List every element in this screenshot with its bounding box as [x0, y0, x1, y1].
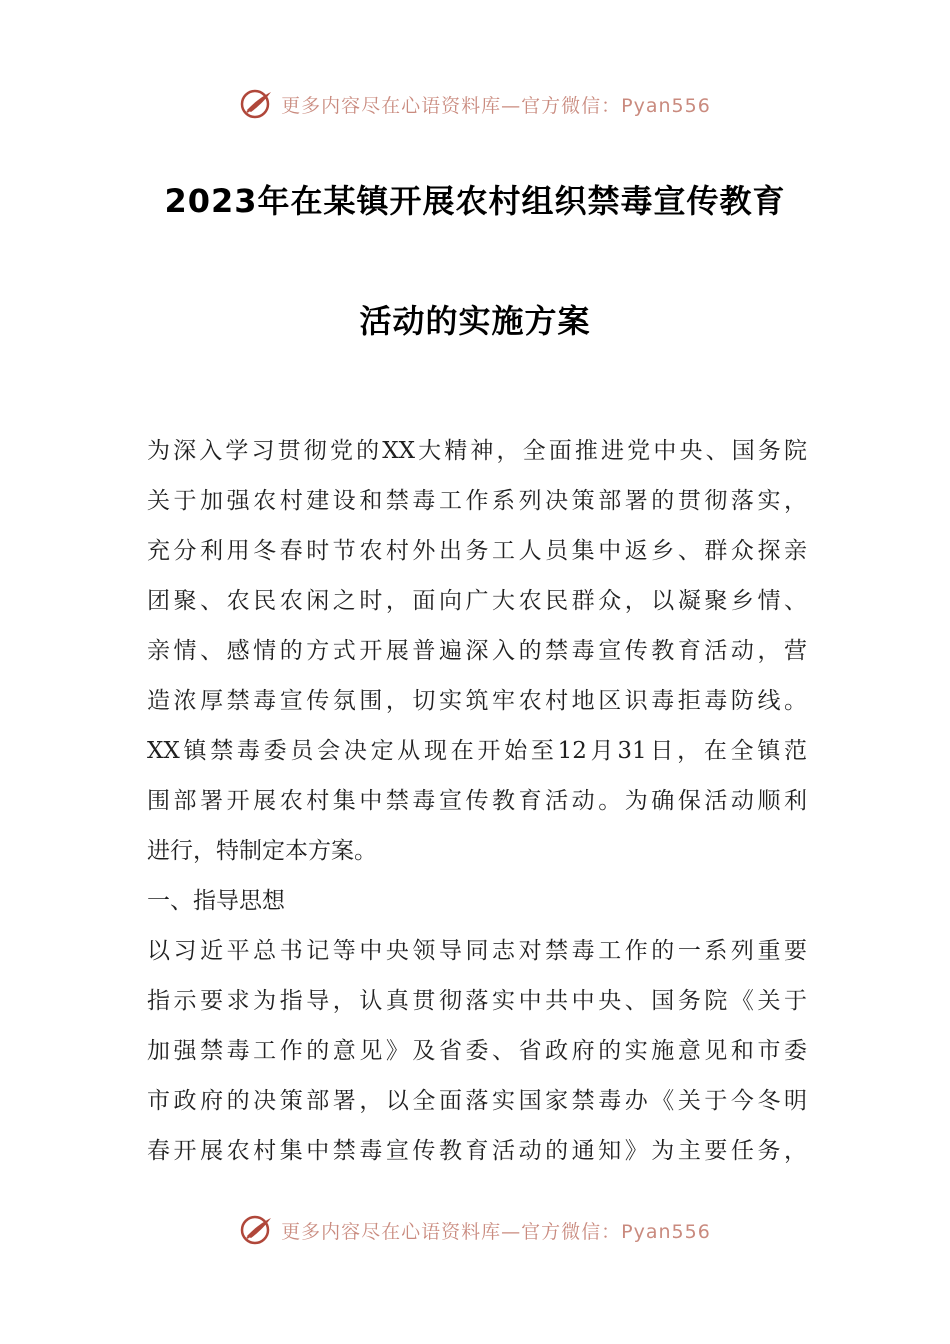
- body-line: 春开展农村集中禁毒宣传教育活动的通知》为主要任务，: [147, 1138, 807, 1164]
- section-heading: 一、指导思想: [147, 888, 285, 914]
- watermark-id: Pyan556: [621, 1220, 711, 1243]
- body-line: 充分利用冬春时节农村外出务工人员集中返乡、群众探亲: [147, 538, 807, 564]
- document-title-line-2: 活动的实施方案: [359, 302, 591, 340]
- watermark-top: [0, 84, 950, 124]
- watermark-text: 更多内容尽在心语资料库—官方微信：Pyan556: [281, 1220, 711, 1243]
- body-line: 加强禁毒工作的意见》及省委、省政府的实施意见和市委: [147, 1038, 807, 1064]
- body-line: 亲情、感情的方式开展普遍深入的禁毒宣传教育活动，营: [147, 638, 807, 664]
- watermark-bottom: [0, 1210, 950, 1250]
- body-line: 围部署开展农村集中禁毒宣传教育活动。为确保活动顺利: [147, 788, 807, 814]
- body-line: 团聚、农民农闲之时，面向广大农民群众，以凝聚乡情、: [147, 588, 807, 614]
- body-line: 为深入学习贯彻党的XX大精神，全面推进党中央、国务院: [147, 438, 807, 464]
- body-line: 进行，特制定本方案。: [147, 838, 377, 864]
- watermark-text: 更多内容尽在心语资料库—官方微信：Pyan556: [281, 94, 711, 117]
- document-title-line-1: 2023年在某镇开展农村组织禁毒宣传教育: [164, 182, 786, 220]
- body-line: 以习近平总书记等中央领导同志对禁毒工作的一系列重要: [147, 938, 807, 964]
- body-line: 市政府的决策部署，以全面落实国家禁毒办《关于今冬明: [147, 1088, 807, 1114]
- body-line: 造浓厚禁毒宣传氛围，切实筑牢农村地区识毒拒毒防线。: [147, 688, 807, 714]
- body-line: 指示要求为指导，认真贯彻落实中共中央、国务院《关于: [147, 988, 807, 1014]
- document-body: [147, 426, 807, 1176]
- watermark-id: Pyan556: [621, 94, 711, 117]
- body-line: XX镇禁毒委员会决定从现在开始至12月31日，在全镇范: [147, 738, 807, 764]
- quill-logo-icon: [239, 86, 275, 122]
- quill-logo-icon: [239, 1212, 275, 1248]
- body-line: 关于加强农村建设和禁毒工作系列决策部署的贯彻落实，: [147, 488, 807, 514]
